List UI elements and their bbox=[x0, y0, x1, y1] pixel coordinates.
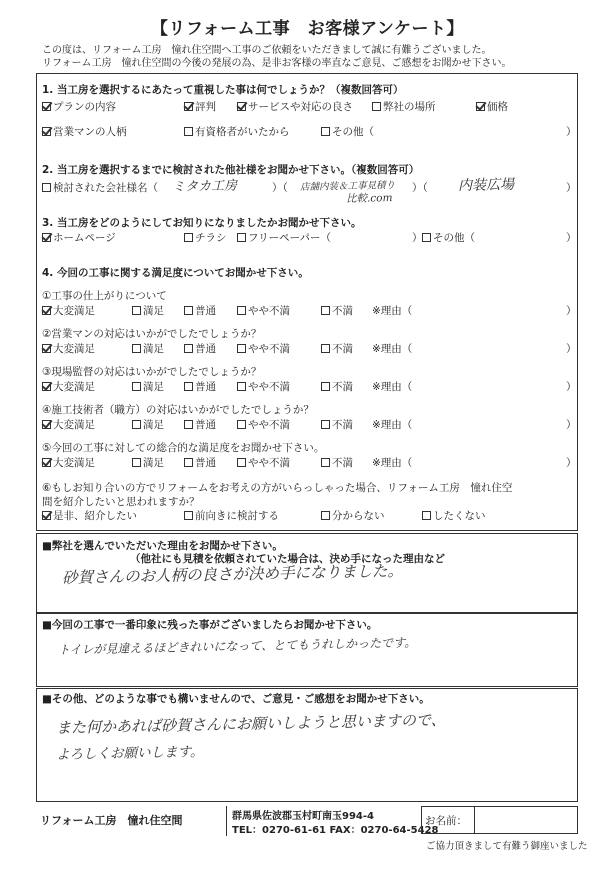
q4-scale-option[interactable]: やや不満 bbox=[237, 379, 290, 394]
checkbox-icon[interactable] bbox=[42, 102, 51, 111]
footer-company-name: リフォーム工房 憧れ住空間 bbox=[40, 814, 183, 827]
q6-option-definitely[interactable]: 是非、紹介したい bbox=[42, 508, 137, 523]
q4-reason-label: ※理由（ bbox=[372, 419, 413, 431]
checkbox-icon[interactable] bbox=[42, 382, 51, 391]
q4-reason-field[interactable] bbox=[432, 453, 560, 469]
q3-heading: 3. 当工房をどのようにしてお知りになりましたかお聞かせ下さい。 bbox=[42, 217, 362, 229]
q6-line-2: 間を紹介したいと思われますか？ bbox=[42, 496, 200, 508]
q4-reason-close-paren: ） bbox=[566, 381, 577, 393]
checkbox-icon[interactable] bbox=[237, 458, 246, 467]
q4-scale-option[interactable]: 不満 bbox=[321, 417, 353, 432]
q2-handwritten-company-2: 店舗内装＆工事見積り bbox=[299, 180, 396, 193]
q2-handwritten-company-4: 内装広場 bbox=[457, 176, 515, 194]
q4-scale-option[interactable]: 不満 bbox=[321, 341, 353, 356]
checkbox-icon[interactable] bbox=[422, 233, 431, 242]
checkbox-icon[interactable] bbox=[237, 382, 246, 391]
q4-scale-option[interactable]: 大変満足 bbox=[42, 341, 95, 356]
intro-line-2: リフォーム工房 憧れ住空間の今後の発展の為、是非お客様の率直なご意見、ご感想をお聞かせ下さい。 bbox=[42, 58, 512, 69]
q2-heading: 2. 当工房を選択するまでに検討された他社様をお聞かせ下さい。（複数回答可） bbox=[42, 164, 420, 176]
q4-scale-option[interactable]: 不満 bbox=[321, 379, 353, 394]
q4-scale-option[interactable]: やや不満 bbox=[237, 341, 290, 356]
q1-option-reputation[interactable]: 評判 bbox=[184, 99, 216, 114]
q4-item-title: ②営業マンの対応はいかがでしたでしょうか？ bbox=[42, 328, 262, 340]
q4-reason-label: ※理由（ bbox=[372, 457, 413, 469]
footer-divider bbox=[226, 806, 227, 836]
checkbox-icon[interactable] bbox=[237, 420, 246, 429]
intro-line-1: この度は、リフォーム工房 憧れ住空間へ工事のご依頼をいただきまして誠に有難うございました。 bbox=[42, 45, 492, 56]
q2-company-field[interactable]: 検討された会社様名（ bbox=[42, 180, 158, 195]
q1-option-other[interactable]: その他（ bbox=[321, 124, 374, 139]
q4-scale-option[interactable]: 満足 bbox=[132, 341, 164, 356]
checkbox-icon[interactable] bbox=[132, 344, 141, 353]
q1-option-price[interactable]: 価格 bbox=[476, 99, 508, 114]
other-comments-answer-1: また何かあれば砂賀さんにお願いしようと思いますので、 bbox=[55, 710, 446, 737]
q4-scale-option[interactable]: 大変満足 bbox=[42, 303, 95, 318]
q3-freepaper-close: ） bbox=[412, 232, 423, 244]
q4-scale-option[interactable]: やや不満 bbox=[237, 417, 290, 432]
q4-scale-option[interactable]: 普通 bbox=[184, 341, 216, 356]
q2-handwritten-company-3: 比較.com bbox=[345, 192, 393, 205]
checkbox-icon[interactable] bbox=[184, 458, 193, 467]
checkbox-icon[interactable] bbox=[372, 102, 381, 111]
q4-item-title: ⑤今回の工事に対しての総合的な満足度をお聞かせ下さい。 bbox=[42, 442, 325, 454]
q4-reason-label: ※理由（ bbox=[372, 381, 413, 393]
q6-option-consider[interactable]: 前向きに検討する bbox=[184, 508, 279, 523]
checkbox-icon[interactable] bbox=[184, 306, 193, 315]
checkbox-icon[interactable] bbox=[184, 382, 193, 391]
q3-option-flyer[interactable]: チラシ bbox=[184, 230, 227, 245]
q4-item-title: ③現場監督の対応はいかがでしたでしょうか？ bbox=[42, 366, 262, 378]
q2-close-paren: ） bbox=[566, 182, 577, 194]
q6-line-1: ⑥もしお知り合いの方でリフォームをお考えの方がいらっしゃった場合、リフォーム工房 憧れ住空 bbox=[42, 482, 513, 494]
q4-reason-close-paren: ） bbox=[566, 343, 577, 355]
checkbox-icon[interactable] bbox=[132, 382, 141, 391]
checkbox-icon[interactable] bbox=[321, 306, 330, 315]
q4-item-title: ①工事の仕上がりについて bbox=[42, 290, 167, 302]
q4-reason-field[interactable] bbox=[432, 377, 560, 393]
q4-scale-option[interactable]: 普通 bbox=[184, 303, 216, 318]
q4-reason-close-paren: ） bbox=[566, 419, 577, 431]
q4-scale-option[interactable]: 普通 bbox=[184, 379, 216, 394]
checkbox-icon[interactable] bbox=[132, 306, 141, 315]
q4-reason-field[interactable] bbox=[432, 301, 560, 317]
q2-handwritten-company-1: ミタカ工房 bbox=[171, 178, 238, 195]
q3-option-freepaper[interactable]: フリーペーパー（ bbox=[237, 230, 331, 245]
checkbox-icon[interactable] bbox=[237, 306, 246, 315]
footer-thanks: ご協力頂きまして有難う御座いました bbox=[426, 841, 588, 852]
checkbox-icon[interactable] bbox=[42, 511, 51, 520]
q4-scale-option[interactable]: 大変満足 bbox=[42, 379, 95, 394]
q4-scale-option[interactable]: 大変満足 bbox=[42, 417, 95, 432]
q4-scale-option[interactable]: 満足 bbox=[132, 417, 164, 432]
footer-address: 群馬県佐波郡玉村町南玉994-4 bbox=[232, 811, 374, 822]
impression-answer: トイレが見違えるほどきれいになって、とてもうれしかったです。 bbox=[57, 635, 417, 657]
q4-reason-close-paren: ） bbox=[566, 305, 577, 317]
checkbox-icon[interactable] bbox=[132, 458, 141, 467]
q1-option-qualified[interactable]: 有資格者がいたから bbox=[184, 124, 290, 139]
checkbox-icon[interactable] bbox=[42, 458, 51, 467]
q4-scale-option[interactable]: 不満 bbox=[321, 455, 353, 470]
checkbox-icon[interactable] bbox=[184, 511, 193, 520]
q4-scale-option[interactable]: 満足 bbox=[132, 379, 164, 394]
q4-scale-option[interactable]: やや不満 bbox=[237, 303, 290, 318]
name-label: お名前： bbox=[425, 815, 467, 827]
checkbox-icon[interactable] bbox=[321, 511, 330, 520]
q4-scale-option[interactable]: やや不満 bbox=[237, 455, 290, 470]
reason-heading: ■弊社を選んでいただいた理由をお聞かせ下さい。 bbox=[42, 540, 283, 552]
checkbox-icon[interactable] bbox=[184, 420, 193, 429]
q4-reason-close-paren: ） bbox=[566, 457, 577, 469]
q1-option-service[interactable]: サービスや対応の良さ bbox=[237, 99, 353, 114]
q4-scale-option[interactable]: 満足 bbox=[132, 303, 164, 318]
checkbox-icon[interactable] bbox=[42, 127, 51, 136]
checkbox-icon[interactable] bbox=[42, 420, 51, 429]
checkbox-icon[interactable] bbox=[42, 306, 51, 315]
checkbox-icon[interactable] bbox=[321, 382, 330, 391]
q4-scale-option[interactable]: 満足 bbox=[132, 455, 164, 470]
checkbox-icon[interactable] bbox=[237, 344, 246, 353]
checkbox-icon[interactable] bbox=[42, 233, 51, 242]
q6-option-no[interactable]: したくない bbox=[422, 508, 486, 523]
q4-heading: 4. 今回の工事に関する満足度についてお聞かせ下さい。 bbox=[42, 267, 309, 279]
q4-scale-option[interactable]: 大変満足 bbox=[42, 455, 95, 470]
q4-reason-field[interactable] bbox=[432, 415, 560, 431]
q4-scale-option[interactable]: 普通 bbox=[184, 417, 216, 432]
q2-paren-mid: ）（ bbox=[272, 182, 288, 194]
name-field[interactable] bbox=[478, 808, 574, 832]
checkbox-icon[interactable] bbox=[184, 344, 193, 353]
other-comments-answer-2: よろしくお願いします。 bbox=[55, 743, 204, 763]
checkbox-icon[interactable] bbox=[184, 233, 193, 242]
checkbox-icon[interactable] bbox=[321, 344, 330, 353]
q4-reason-label: ※理由（ bbox=[372, 343, 413, 355]
q3-close-paren: ） bbox=[566, 232, 577, 244]
survey-title: 【リフォーム工事 お客様アンケート】 bbox=[150, 19, 465, 39]
checkbox-icon[interactable] bbox=[184, 102, 193, 111]
checkbox-icon[interactable] bbox=[184, 127, 193, 136]
q1-option-sales-personality[interactable]: 営業マンの人柄 bbox=[42, 124, 127, 139]
checkbox-icon[interactable] bbox=[321, 458, 330, 467]
q4-scale-option[interactable]: 不満 bbox=[321, 303, 353, 318]
checkbox-icon[interactable] bbox=[237, 233, 246, 242]
q6-option-unsure[interactable]: 分からない bbox=[321, 508, 385, 523]
reason-subheading: （他社にも見積を依頼されていた場合は、決め手になった理由など bbox=[130, 553, 445, 565]
q1-close-paren: ） bbox=[566, 126, 577, 138]
q4-reason-field[interactable] bbox=[432, 339, 560, 355]
footer-tel-fax: TEL：0270-61-61 FAX：0270-64-5428 bbox=[232, 825, 439, 836]
q4-item-title: ④施工技術者（職方）の対応はいかがでしたでしょうか？ bbox=[42, 404, 314, 416]
impression-heading: ■今回の工事で一番印象に残った事がございましたらお聞かせ下さい。 bbox=[42, 619, 378, 631]
other-comments-heading: ■その他、どのような事でも構いませんので、ご意見・ご感想をお聞かせ下さい。 bbox=[42, 693, 430, 705]
name-box-divider bbox=[474, 806, 475, 834]
checkbox-icon[interactable] bbox=[42, 183, 51, 192]
q1-heading: 1. 当工房を選択するにあたって重視した事は何でしょうか？（複数回答可） bbox=[42, 84, 404, 96]
checkbox-icon[interactable] bbox=[237, 102, 246, 111]
q3-option-other[interactable]: その他（ bbox=[422, 230, 475, 245]
q4-reason-label: ※理由（ bbox=[372, 305, 413, 317]
checkbox-icon[interactable] bbox=[132, 420, 141, 429]
q1-option-location[interactable]: 弊社の場所 bbox=[372, 99, 436, 114]
checkbox-icon[interactable] bbox=[476, 102, 485, 111]
checkbox-icon[interactable] bbox=[42, 344, 51, 353]
checkbox-icon[interactable] bbox=[321, 127, 330, 136]
q3-option-homepage[interactable]: ホームページ bbox=[42, 230, 116, 245]
checkbox-icon[interactable] bbox=[422, 511, 431, 520]
q1-option-plan[interactable]: プランの内容 bbox=[42, 99, 116, 114]
q2-paren-mid-2: ）（ bbox=[412, 182, 428, 194]
checkbox-icon[interactable] bbox=[321, 420, 330, 429]
q4-scale-option[interactable]: 普通 bbox=[184, 455, 216, 470]
reason-answer: 砂賀さんのお人柄の良さが決め手になりました。 bbox=[61, 561, 404, 587]
